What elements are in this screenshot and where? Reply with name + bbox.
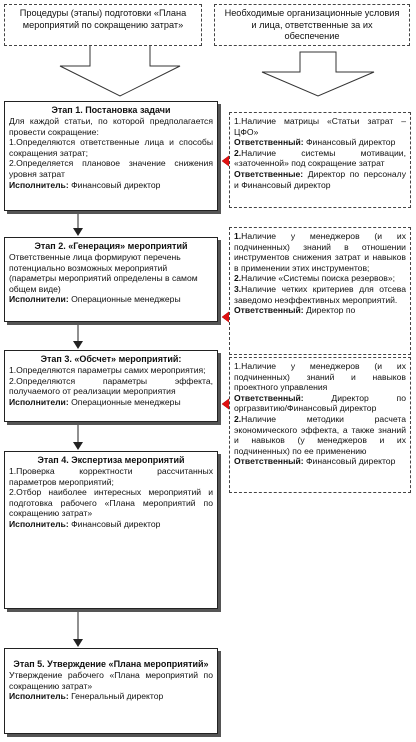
cond3-item2-text: Наличие методики расчета экономического эффекта, а также знаний и навыков (у менеджеров и их подчиненных) по ее применению	[234, 413, 406, 456]
stage2-executor-value: Операционные менеджеры	[68, 294, 181, 305]
cond1-resp1	[234, 137, 406, 148]
cond1-resp1-label: Ответственный:	[234, 137, 304, 148]
cond2-item1-num: 1.	[234, 231, 242, 241]
cond1-box	[229, 112, 411, 208]
stage3-executor-label: Исполнители:	[9, 396, 69, 407]
stage4-item2: 2.Отбор наиболее интересных мероприятий и подготовка рабочего «Плана мероприятий по сокращению затрат»	[9, 487, 213, 519]
stage4-box	[4, 451, 218, 609]
cond2-resp	[234, 305, 406, 316]
procedures-header: Процедуры (этапы) подготовки «Плана мероприятий по сокращению затрат»	[4, 4, 202, 46]
cond2-item3-text: Наличие четких критериев для отсева заведомо неэффективных мероприятий.	[234, 283, 406, 305]
cond3-resp1	[234, 393, 406, 414]
stage3-executor	[9, 397, 213, 408]
stage5-executor-value: Генеральный директор	[68, 691, 164, 702]
cond1-item1: 1.Наличие матрицы «Статьи затрат – ЦФО»	[234, 116, 406, 137]
cond1-resp1-value: Финансовый директор	[303, 137, 396, 148]
cond3-item1: 1.Наличие у менеджеров (и их подчиненных) знаний и навыков проектного управления	[234, 361, 406, 393]
stage2-executor-label: Исполнители:	[9, 294, 69, 305]
stage3-item2: 2.Определяются параметры эффекта, получаемого от реализации мероприятия	[9, 375, 213, 397]
cond2-resp-label: Ответственный:	[234, 305, 304, 316]
stage1-to-stage2-arrow	[73, 212, 83, 236]
cond2-item2	[234, 273, 406, 284]
stage1-item2: 2.Определяется плановое значение снижения уровня затрат	[9, 158, 213, 179]
stage1-intro: Для каждой статьи, по которой предполагается провести сокращение:	[9, 116, 213, 137]
cond2-item1	[234, 231, 406, 273]
cond2-item2-num: 2.	[234, 273, 242, 284]
cond2-item2-text: Наличие «Системы поиска резервов»;	[241, 273, 395, 284]
stage1-title: Этап 1. Постановка задачи	[51, 105, 171, 115]
stage3-executor-value: Операционные менеджеры	[68, 396, 181, 407]
stage4-executor-label: Исполнитель:	[9, 518, 69, 529]
cond3-resp2	[234, 456, 406, 467]
stage1-executor-label: Исполнитель:	[9, 179, 69, 190]
top-right-down-arrow	[262, 52, 374, 96]
cond2-item1-text: Наличие у менеджеров (и их подчиненных) знаний в отношении инструментов снижения затрат и навыков в применении этих инструментов;	[234, 231, 406, 273]
stage1-item1: 1.Определяются ответственные лица и способы сокращения затрат;	[9, 137, 213, 158]
cond1-item2-num: 2.	[234, 147, 242, 158]
cond3-item2-num: 2.	[234, 413, 242, 424]
stage4-item1: 1.Проверка корректности рассчитанных параметров мероприятий;	[9, 466, 213, 487]
cond3-resp2-label: Ответственный:	[234, 456, 304, 467]
cond1-resp2	[234, 169, 406, 190]
stage4-title: Этап 4. Экспертиза мероприятий	[37, 455, 185, 465]
cond1-item2-text: Наличие системы мотивации, «заточенной» под сокращение затрат	[234, 147, 406, 169]
cond1-resp2-value: Директор по персоналу и Финансовый директор	[234, 168, 406, 190]
stage4-executor-value: Финансовый директор	[68, 518, 161, 529]
stage2-text: Ответственные лица формируют перечень потенциально возможных мероприятий (параметры мероприятий определены в самом общем виде)	[9, 252, 198, 294]
stage4-to-stage5-arrow	[73, 610, 83, 647]
stage5-executor	[9, 691, 213, 702]
cond2-item3-num: 3.	[234, 283, 242, 294]
cond3-resp1-label: Ответственный:	[234, 392, 304, 403]
cond3-box	[229, 357, 411, 493]
stage2-executor	[9, 294, 213, 305]
stage5-executor-label: Исполнитель:	[9, 691, 69, 702]
cond1-item2	[234, 148, 406, 169]
stage2-to-stage3-arrow	[73, 323, 83, 349]
cond3-resp1-value: Директор по оргразвитию/Финансовый директор	[234, 392, 406, 414]
stage2-box	[4, 237, 218, 322]
top-left-down-arrow	[60, 45, 180, 96]
cond2-item3	[234, 284, 406, 305]
stage5-text: Утверждение рабочего «Плана мероприятий по сокращению затрат»	[9, 670, 213, 691]
stage1-box	[4, 101, 218, 211]
conditions-header: Необходимые организационные условия и лица, ответственные за их обеспечение	[214, 4, 410, 46]
cond2-box	[229, 227, 411, 355]
stage4-executor	[9, 519, 213, 530]
cond2-resp-value: Директор по	[303, 305, 356, 316]
stage2-title: Этап 2. «Генерация» мероприятий	[34, 241, 188, 251]
stage5-box	[4, 648, 218, 734]
cond3-item2	[234, 414, 406, 456]
cond3-resp2-value: Финансовый директор	[303, 456, 396, 467]
stage3-box	[4, 350, 218, 422]
stage5-title: Этап 5. Утверждение «Плана мероприятий»	[13, 659, 209, 669]
stage3-to-stage4-arrow	[73, 422, 83, 450]
stage3-title: Этап 3. «Обсчет» мероприятий:	[40, 354, 182, 364]
stage3-item1: 1.Определяются параметры самих мероприятия;	[9, 365, 206, 375]
stage1-executor-value: Финансовый директор	[68, 179, 161, 190]
cond1-resp2-label: Ответственные:	[234, 168, 304, 179]
stage1-executor	[9, 180, 213, 191]
